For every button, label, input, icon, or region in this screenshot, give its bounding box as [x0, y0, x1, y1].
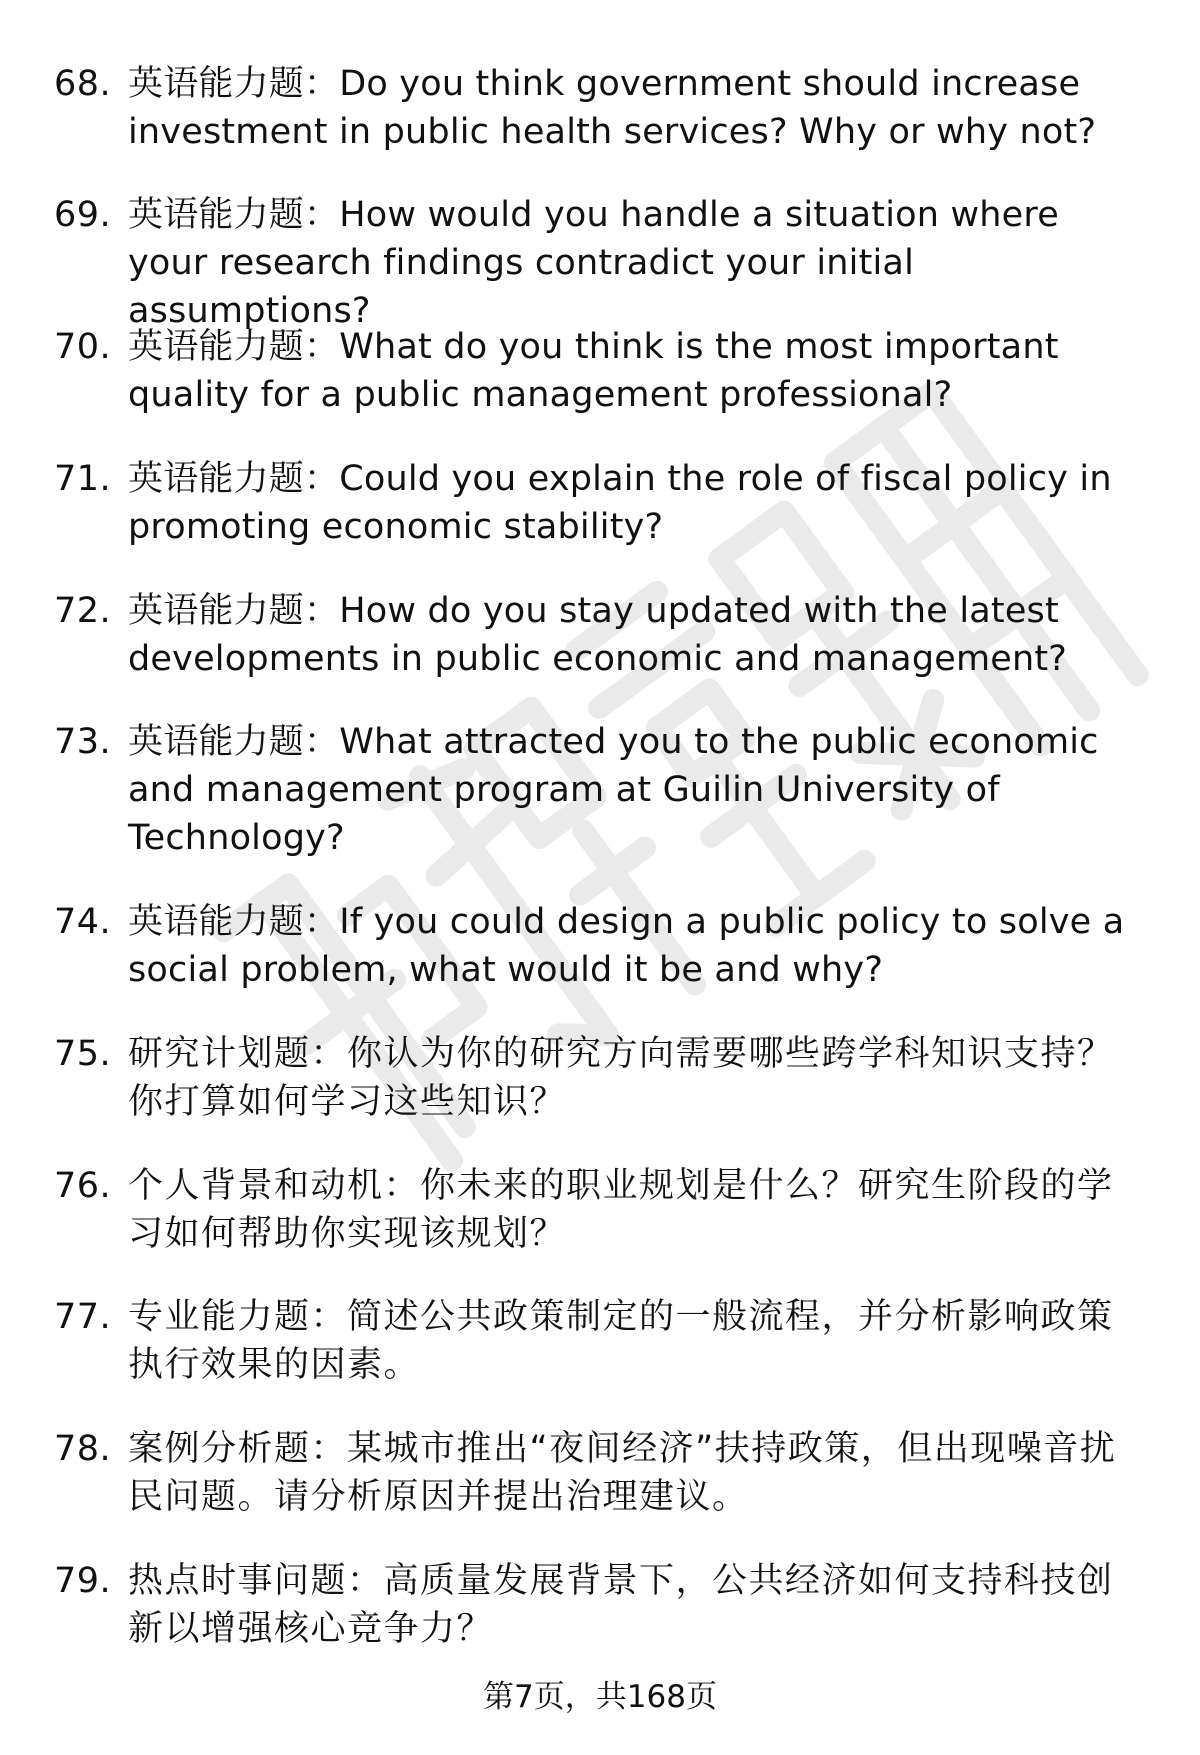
- question-text: 英语能力题：If you could design a public policy to solve a social problem, what would it be and why?: [128, 902, 1125, 990]
- question-number: 76.: [54, 1166, 112, 1206]
- question-text: 英语能力题：Could you explain the role of fiscal policy in promoting economic stability?: [128, 459, 1112, 547]
- question-text: 英语能力题：What do you think is the most important quality for a public management professional?: [128, 327, 1059, 415]
- question-number: 75.: [54, 1034, 112, 1074]
- page-number-footer: 第7页，共168页: [483, 1679, 717, 1715]
- question-text: 个人背景和动机：你未来的职业规划是什么？研究生阶段的学习如何帮助你实现该规划？: [128, 1166, 1114, 1254]
- question-text: 热点时事问题：高质量发展背景下，公共经济如何支持科技创新以增强核心竞争力？: [128, 1561, 1114, 1649]
- question-number: 74.: [54, 902, 112, 942]
- question-number: 77.: [54, 1297, 112, 1337]
- question-number: 70.: [54, 327, 112, 367]
- question-text: 英语能力题：How do you stay updated with the latest developments in public economic and management?: [128, 591, 1068, 679]
- question-text: 研究计划题：你认为你的研究方向需要哪些跨学科知识支持？你打算如何学习这些知识？: [128, 1034, 1114, 1122]
- question-number: 72.: [54, 591, 112, 631]
- question-text: 英语能力题：How would you handle a situation where your research findings contradict your initial assumptions?: [128, 195, 1059, 331]
- question-text: 专业能力题：简述公共政策制定的一般流程，并分析影响政策执行效果的因素。: [128, 1297, 1114, 1385]
- question-number: 78.: [54, 1429, 112, 1469]
- question-number: 73.: [54, 722, 112, 762]
- question-text: 英语能力题：Do you think government should increase investment in public health services? Why or why not?: [128, 64, 1097, 152]
- question-number: 79.: [54, 1561, 112, 1601]
- question-number: 68.: [54, 64, 112, 104]
- question-text: 英语能力题：What attracted you to the public economic and management program at Guilin University of Technology?: [128, 722, 1099, 858]
- question-text: 案例分析题：某城市推出“夜间经济”扶持政策，但出现噪音扰民问题。请分析原因并提出治理建议。: [128, 1429, 1117, 1517]
- question-number: 71.: [54, 459, 112, 499]
- question-number: 69.: [54, 195, 112, 235]
